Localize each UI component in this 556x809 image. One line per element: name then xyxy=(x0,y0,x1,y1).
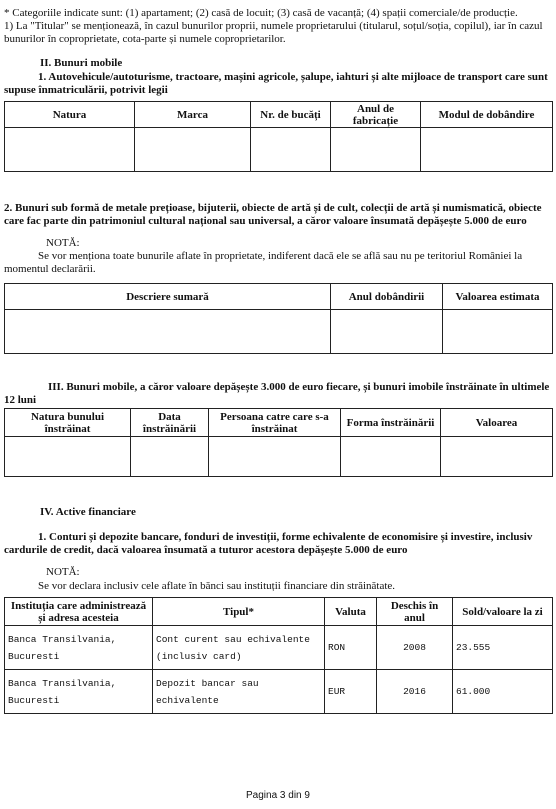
col-valoarea: Valoarea xyxy=(441,409,553,437)
institution-cell: Banca Transilvania, Bucuresti xyxy=(5,626,153,670)
col-descriere: Descriere sumară xyxy=(5,284,331,310)
section-2-title: II. Bunuri mobile xyxy=(40,57,123,69)
note-categories: * Categoriile indicate sunt: (1) apartament; (2) casă de locuit; (3) casă de vacanță; (4) spații comerciale/de producție. xyxy=(4,7,518,19)
nota-label-2: NOTĂ: xyxy=(46,566,80,578)
type-cell: Cont curent sau echivalente (inclusiv card) xyxy=(153,626,325,670)
col-valoare-estimata: Valoarea estimata xyxy=(443,284,553,310)
col-persoana: Persoana catre care s-a înstrăinat xyxy=(209,409,341,437)
col-an-fabricatie: Anul de fabricație xyxy=(331,102,421,128)
alienated-table xyxy=(4,408,553,477)
year-cell: 2016 xyxy=(377,670,453,714)
note-titular: 1) La "Titular" se menționează, în cazul bunurilor proprii, numele proprietarului (titularul, soțul/soția, copilul), iar în cazul bunurilor în coproprietate, cota-parte și numele coproprietarilor. xyxy=(4,20,543,45)
nota-text-1: Se vor menționa toate bunurile aflate în proprietate, indiferent dacă ele se află sau nu pe teritoriul României la momentul declarării. xyxy=(4,250,523,275)
balance-cell: 61.000 xyxy=(453,670,553,714)
type-cell: Depozit bancar sau echivalente xyxy=(153,670,325,714)
institution-cell: Banca Transilvania, Bucuresti xyxy=(5,670,153,714)
col-an-dobandire: Anul dobândirii xyxy=(331,284,443,310)
year-cell: 2008 xyxy=(377,626,453,670)
col-sold: Sold/valoare la zi xyxy=(453,598,553,626)
col-natura: Natura xyxy=(5,102,135,128)
col-valuta: Valuta xyxy=(325,598,377,626)
valuables-table xyxy=(4,283,553,354)
nota-label-1: NOTĂ: xyxy=(46,237,80,249)
col-deschis: Deschis în anul xyxy=(377,598,453,626)
currency-cell: EUR xyxy=(325,670,377,714)
col-nr-bucati: Nr. de bucăți xyxy=(251,102,331,128)
table-row xyxy=(5,670,553,714)
nota-text-2: Se vor declara inclusiv cele aflate în bănci sau instituții financiare din străinătate. xyxy=(38,580,396,592)
table-row xyxy=(5,128,553,172)
col-mod-dobandire: Modul de dobândire xyxy=(421,102,553,128)
page-number: Pagina 3 din 9 xyxy=(246,790,310,801)
financial-table xyxy=(4,597,553,714)
col-institutie: Instituția care administrează și adresa acesteia xyxy=(5,598,153,626)
notes-block xyxy=(4,7,552,46)
table-row xyxy=(5,437,553,477)
table-row xyxy=(5,310,553,354)
currency-cell: RON xyxy=(325,626,377,670)
table-row xyxy=(5,626,553,670)
section-3-title: III. Bunuri mobile, a căror valoare depășește 3.000 de euro fiecare, și bunuri imobile înstrăinate în ultimele 12 luni xyxy=(4,381,550,406)
col-forma-instrainare: Forma înstrăinării xyxy=(341,409,441,437)
section-4-item-1: 1. Conturi și depozite bancare, fonduri de investiții, forme echivalente de economisire și investire, inclusiv cardurile de credit, dacă valoarea însumată a tuturor acestora depășește 5.000 de euro xyxy=(4,531,533,556)
section-2-item-1: 1. Autovehicule/autoturisme, tractoare, mașini agricole, șalupe, iahturi și alte mijloace de transport care sunt supuse înmatriculării, potrivit legii xyxy=(4,71,548,96)
col-data-instrainare: Data înstrăinării xyxy=(131,409,209,437)
vehicles-table xyxy=(4,101,553,172)
col-marca: Marca xyxy=(135,102,251,128)
balance-cell: 23.555 xyxy=(453,626,553,670)
section-4-title: IV. Active financiare xyxy=(40,506,136,518)
col-tipul: Tipul* xyxy=(153,598,325,626)
col-natura-bun: Natura bunului înstrăinat xyxy=(5,409,131,437)
section-2-item-2: 2. Bunuri sub formă de metale prețioase, bijuterii, obiecte de artă și de cult, colecții de artă și numismatică, obiecte care fac parte din patrimoniul cultural național sau universal, a căror valoare însumată depășește 5.000 de euro xyxy=(4,202,542,227)
